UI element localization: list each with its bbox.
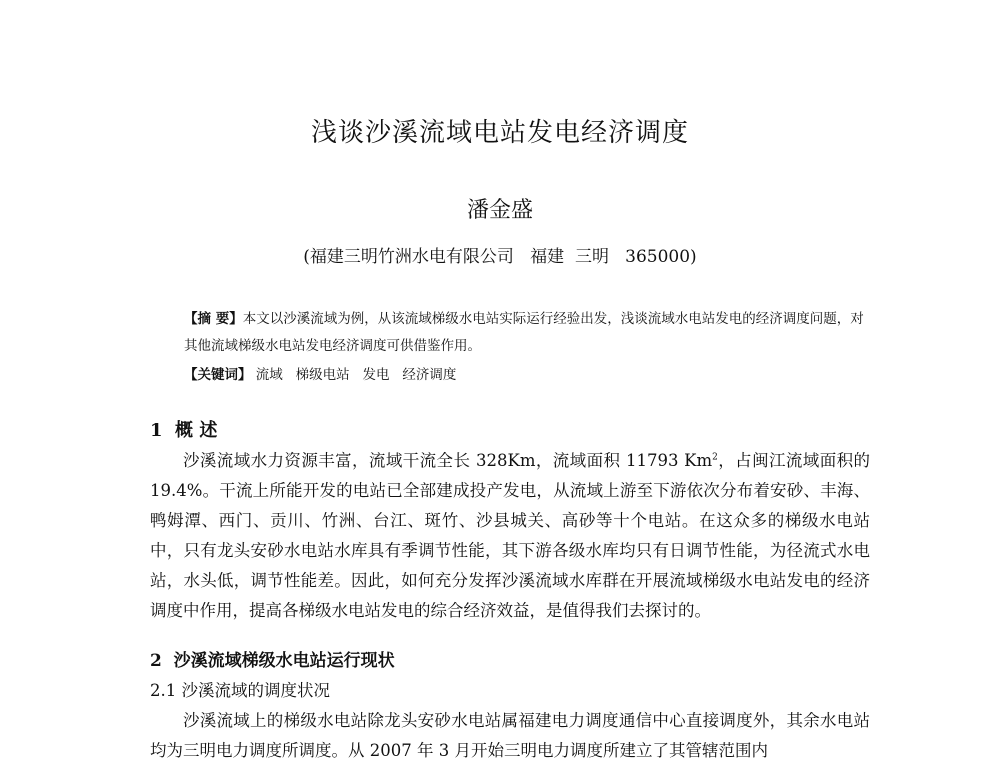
keywords-text: 流域 梯级电站 发电 经济调度 — [251, 367, 457, 383]
abstract-text: 本文以沙溪流域为例，从该流域梯级水电站实际运行经验出发，浅谈流域水电站发电的经济调度问题，对其他流域梯级水电站发电经济调度可供借鉴作用。 — [184, 311, 864, 354]
section-1-paragraph — [150, 446, 870, 626]
paper-title: 浅谈沙溪流域电站发电经济调度 — [310, 118, 689, 148]
section-2-1-paragraph: 沙溪流域上的梯级水电站除龙头安砂水电站属福建电力调度通信中心直接调度外，其余水电站均为三明电力调度所调度。从 2007 年 3 月开始三明电力调度所建立了其管辖范围内 — [150, 711, 870, 760]
section-2-1-heading: 2.1 沙溪流域的调度状况 — [150, 681, 330, 700]
paper-author: 潘金盛 — [466, 198, 533, 223]
section-1-heading: 1 概 述 — [150, 420, 218, 441]
keywords-label: 【关键词】 — [184, 367, 252, 383]
abstract-label: 【摘 要】 — [184, 311, 243, 327]
keywords — [184, 362, 872, 389]
section-1-paragraph-part-a: 沙溪流域水力资源丰富，流域干流全长 328Km，流域面积 11793 Km — [183, 451, 713, 470]
abstract — [184, 306, 872, 360]
area-unit-superscript: 2 — [712, 452, 718, 463]
section-2-heading: 2 沙溪流域梯级水电站运行现状 — [150, 651, 395, 671]
author-affiliation: (福建三明竹洲水电有限公司 福建 三明 365000) — [303, 247, 697, 267]
section-1-paragraph-part-b: ，占闽江流域面积的 19.4%。干流上所能开发的电站已全部建成投产发电，从流域上游至下游依次分布着安砂、丰海、鸭姆潭、西门、贡川、竹洲、台江、斑竹、沙县城关、高砂等十个电站。在这众多的梯级水电站中，只有龙头安砂水电站水库具有季调节性能，其下游各级水库均只有日调节性能，为径流式水电站，水头低，调节性能差。因此，如何充分发挥沙溪流域水库群在开展流域梯级水电站发电的经济调度中作用，提高各梯级水电站发电的综合经济效益，是值得我们去探讨的。 — [150, 451, 870, 620]
